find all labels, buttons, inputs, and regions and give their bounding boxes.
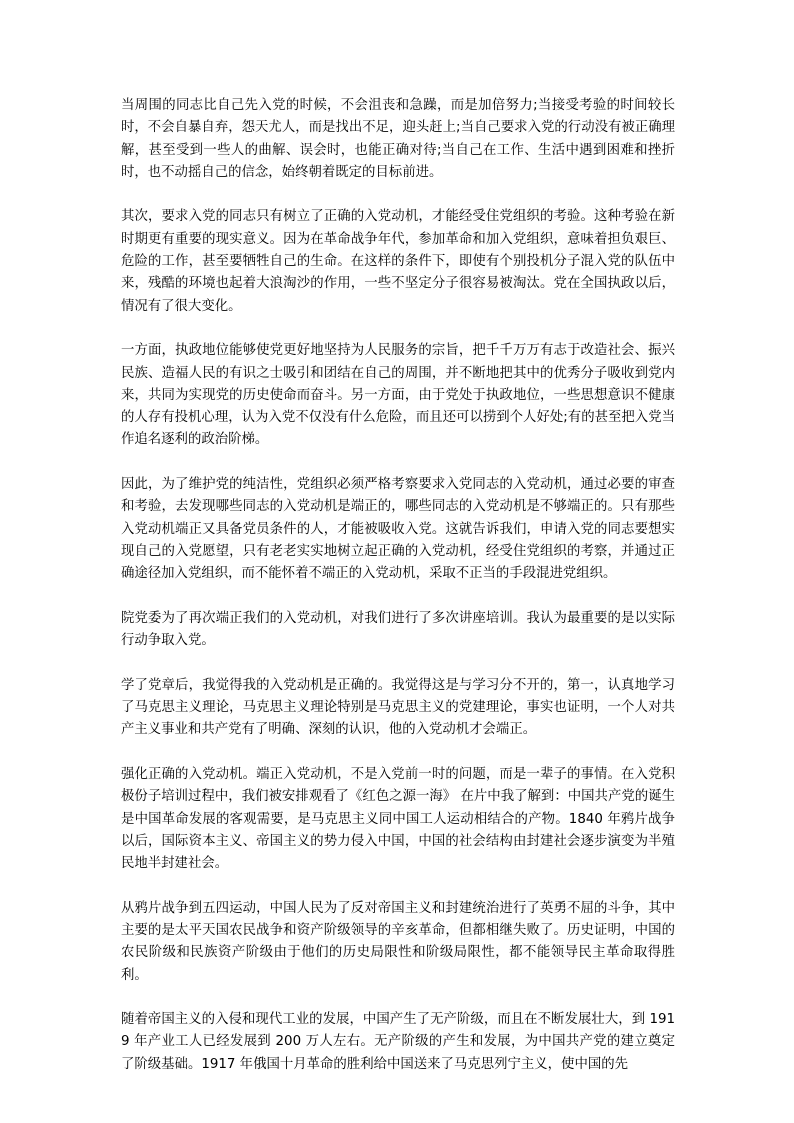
paragraph-5: 院党委为了再次端正我们的入党动机，对我们进行了多次讲座培训。我认为最重要的是以实际行动争取入党。 [121, 610, 675, 649]
paragraph-4: 因此，为了维护党的纯洁性，党组织必须严格考察要求入党同志的入党动机，通过必要的审查和考验，去发现哪些同志的入党动机是端正的，哪些同志的入党动机是不够端正的。只有那些入党动机端正又具备党员条件的人，才能被吸收入党。这就告诉我们，申请入党的同志要想实现自己的入党愿望，只有老老实实地树立起正确的入党动机，经受住党组织的考察，并通过正确途径加入党组织，而不能怀着不端正的入党动机，采取不正当的手段混进党组织。 [121, 477, 675, 582]
paragraph-6: 学了党章后，我觉得我的入党动机是正确的。我觉得这是与学习分不开的，第一，认真地学习了马克思主义理论，马克思主义理论特别是马克思主义的党建理论，事实也证明，一个人对共产主义事业和共产党有了明确、深刻的认识，他的入党动机才会端正。 [121, 677, 675, 738]
paragraph-2: 其次，要求入党的同志只有树立了正确的入党动机，才能经受住党组织的考验。这种考验在新时期更有重要的现实意义。因为在革命战争年代，参加革命和加入党组织，意味着担负艰巨、危险的工作，甚至要牺牲自己的生命。在这样的条件下，即使有个别投机分子混入党的队伍中来，残酷的环境也起着大浪淘沙的作用，一些不坚定分子很容易被淘汰。党在全国执政以后，情况有了很大变化。 [121, 209, 675, 314]
paragraph-3: 一方面，执政地位能够使党更好地坚持为人民服务的宗旨，把千千万万有志于改造社会、振兴民族、造福人民的有识之士吸引和团结在自己的周围，并不断地把其中的优秀分子吸收到党内来，共同为实现党的历史使命而奋斗。另一方面，由于党处于执政地位，一些思想意识不健康的人存有投机心理，认为入党不仅没有什么危险，而且还可以捞到个人好处;有的甚至把入党当作追名逐利的政治阶梯。 [121, 343, 675, 448]
document-page [121, 95, 675, 1098]
paragraph-7: 强化正确的入党动机。端正入党动机，不是入党前一时的问题，而是一辈子的事情。在入党积极份子培训过程中，我们被安排观看了《红色之源一海》 在片中我了解到：中国共产党的诞生是中国革命发展的客观需要，是马克思主义同中国工人运动相结合的产物。1840 年鸦片战争以后，国际资本主义、帝国主义的势力侵入中国，中国的社会结构由封建社会逐步演变为半殖民地半封建社会。 [121, 766, 675, 872]
paragraph-1: 当周围的同志比自己先入党的时候，不会沮丧和急躁，而是加倍努力;当接受考验的时间较长时，不会自暴自弃，怨天尤人，而是找出不足，迎头赶上;当自己要求入党的行动没有被正确理解，甚至受到一些人的曲解、误会时，也能正确对待;当自己在工作、生活中遇到困难和挫折时，也不动摇自己的信念，始终朝着既定的目标前进。 [121, 98, 675, 180]
paragraph-8: 从鸦片战争到五四运动，中国人民为了反对帝国主义和封建统治进行了英勇不屈的斗争，其中主要的是太平天国农民战争和资产阶级领导的辛亥革命，但都相继失败了。历史证明，中国的农民阶级和民族资产阶级由于他们的历史局限性和阶级局限性，都不能领导民主革命取得胜利。 [121, 900, 675, 983]
paragraph-9: 随着帝国主义的入侵和现代工业的发展，中国产生了无产阶级，而且在不断发展壮大，到 1919 年产业工人已经发展到 200 万人左右。无产阶级的产生和发展，为中国共产党的建立奠定了阶级基础。1917 年俄国十月革命的胜利给中国送来了马克思列宁主义，使中国的先 [121, 1012, 675, 1072]
